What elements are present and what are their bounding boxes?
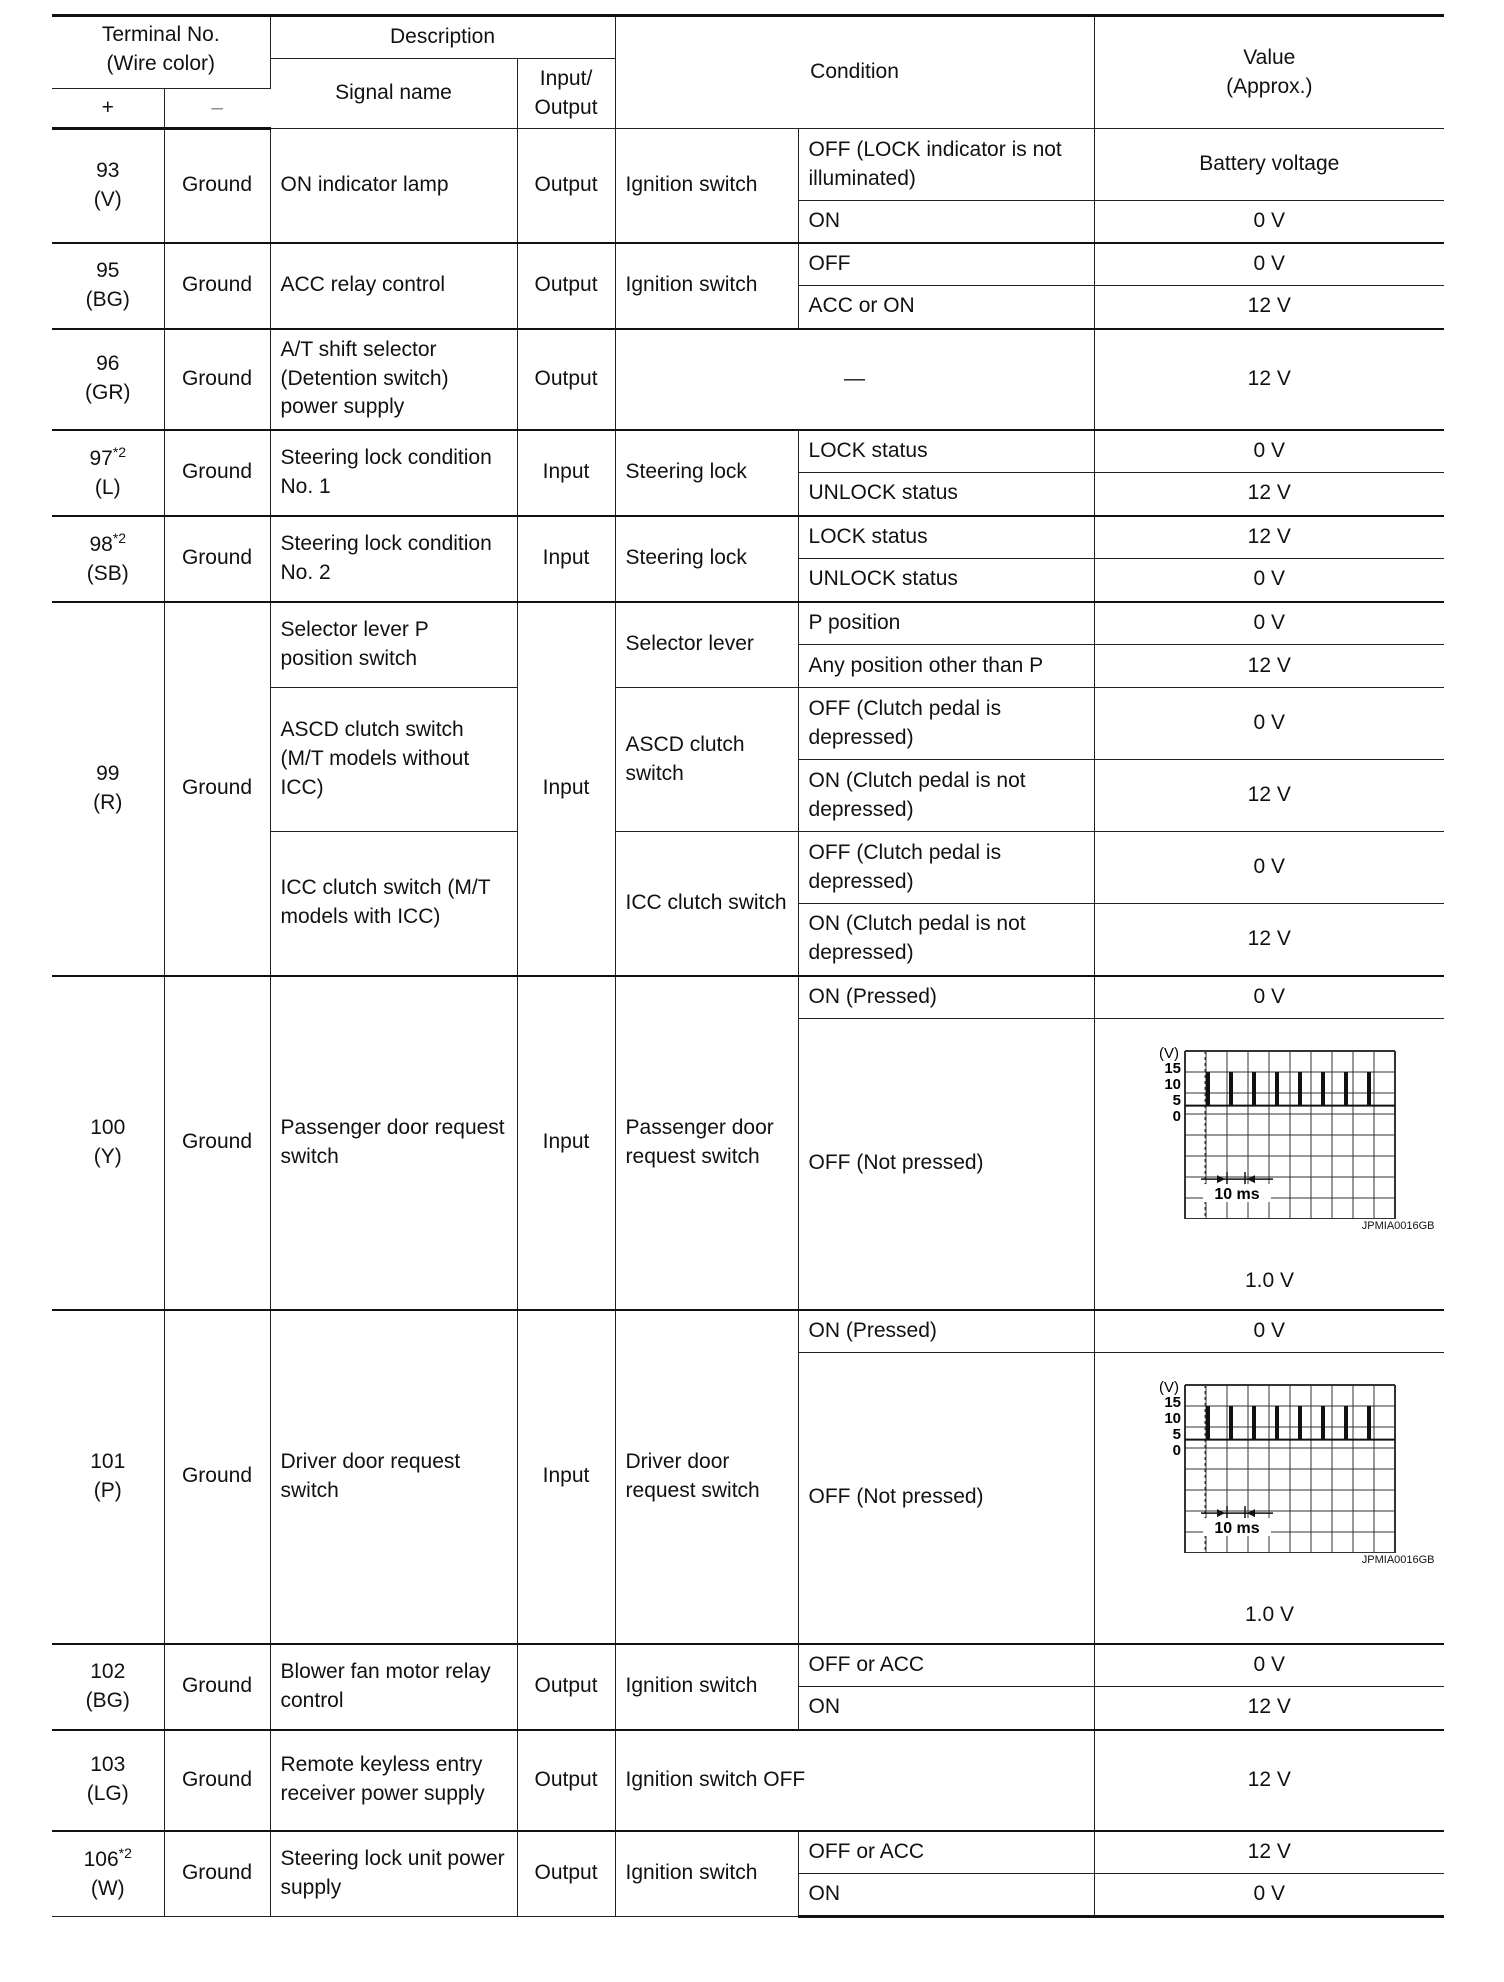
signal-96: A/T shift selector (Detention switch) power supply — [270, 329, 517, 430]
state-99-1-1: ON (Clutch pedal is not depressed) — [798, 760, 1094, 832]
ground-103: Ground — [164, 1730, 270, 1831]
signal-97: Steering lock condition No. 1 — [270, 430, 517, 516]
waveform-time-label: 10 ms — [1213, 1519, 1260, 1537]
header-wire-color: (Wire color) — [106, 51, 215, 75]
waveform-time-label: 10 ms — [1213, 1185, 1260, 1203]
ground-102: Ground — [164, 1644, 270, 1730]
state-99-2-1: ON (Clutch pedal is not depressed) — [798, 904, 1094, 976]
terminal-95: 95 (BG) — [52, 243, 164, 329]
state-99-1-0: OFF (Clutch pedal is depressed) — [798, 688, 1094, 760]
value-95-1: 12 V — [1094, 286, 1444, 329]
header-approx-label: (Approx.) — [1226, 74, 1313, 98]
header-condition: Condition — [615, 16, 1094, 129]
value-102-0: 0 V — [1094, 1644, 1444, 1687]
value-95-0: 0 V — [1094, 243, 1444, 286]
condition-98: Steering lock — [615, 516, 798, 602]
value-93-0: Battery voltage — [1094, 129, 1444, 201]
io-93: Output — [517, 129, 615, 243]
condition-95: Ignition switch — [615, 243, 798, 329]
terminal-103: 103 (LG) — [52, 1730, 164, 1831]
signal-99-0: Selector lever P position switch — [270, 602, 517, 688]
terminal-table — [52, 14, 1444, 1918]
waveform-unit-label: (V) — [1158, 1044, 1179, 1062]
state-98-0: LOCK status — [798, 516, 1094, 559]
signal-102: Blower fan motor relay control — [270, 1644, 517, 1730]
state-102-1: ON — [798, 1687, 1094, 1730]
signal-99-1: ASCD clutch switch (M/T models without ICC) — [270, 688, 517, 832]
io-103: Output — [517, 1730, 615, 1831]
waveform-code-100: JPMIA0016GB — [1361, 1219, 1435, 1232]
value-106-0: 12 V — [1094, 1831, 1444, 1874]
ground-97: Ground — [164, 430, 270, 516]
signal-100: Passenger door request switch — [270, 976, 517, 1310]
state-95-0: OFF — [798, 243, 1094, 286]
ground-101: Ground — [164, 1310, 270, 1644]
ground-93: Ground — [164, 129, 270, 243]
value-99-2-0: 0 V — [1094, 832, 1444, 904]
waveform-arrowhead — [1217, 1175, 1225, 1183]
value-97-1: 12 V — [1094, 473, 1444, 516]
condition-99-1: ASCD clutch switch — [615, 688, 798, 832]
waveform-tick-label: 5 — [1172, 1425, 1181, 1443]
header-signal-name: Signal name — [270, 59, 517, 129]
state-101-0: ON (Pressed) — [798, 1310, 1094, 1353]
terminal-99: 99 (R) — [52, 602, 164, 976]
waveform-unit-label: (V) — [1158, 1378, 1179, 1396]
state-102-0: OFF or ACC — [798, 1644, 1094, 1687]
state-95-1: ACC or ON — [798, 286, 1094, 329]
value-106-1: 0 V — [1094, 1874, 1444, 1917]
waveform-cell-100 — [1094, 1019, 1444, 1310]
header-minus: – — [164, 89, 270, 129]
signal-103: Remote keyless entry receiver power supply — [270, 1730, 517, 1831]
header-value-label: Value — [1243, 45, 1296, 69]
state-99-0-1: Any position other than P — [798, 645, 1094, 688]
io-101: Input — [517, 1310, 615, 1644]
io-99: Input — [517, 602, 615, 976]
header-description: Description — [270, 16, 615, 59]
io-95: Output — [517, 243, 615, 329]
condition-103: Ignition switch OFF — [615, 1730, 1094, 1831]
io-96: Output — [517, 329, 615, 430]
condition-106: Ignition switch — [615, 1831, 798, 1917]
signal-95: ACC relay control — [270, 243, 517, 329]
condition-101: Driver door request switch — [615, 1310, 798, 1644]
value-93-1: 0 V — [1094, 201, 1444, 243]
terminal-97: 97$^{*2}$ (L) — [52, 430, 164, 516]
waveform-tick-label: 10 — [1163, 1075, 1181, 1093]
state-93-1: ON — [798, 201, 1094, 243]
waveform-arrowhead — [1217, 1509, 1225, 1517]
state-106-1: ON — [798, 1874, 1094, 1917]
waveform-tick-label: 0 — [1172, 1107, 1181, 1125]
value-99-1-0: 0 V — [1094, 688, 1444, 760]
terminal-100: 100 (Y) — [52, 976, 164, 1310]
ground-96: Ground — [164, 329, 270, 430]
value-103: 12 V — [1094, 1730, 1444, 1831]
signal-106: Steering lock unit power supply — [270, 1831, 517, 1917]
signal-101: Driver door request switch — [270, 1310, 517, 1644]
signal-99-2: ICC clutch switch (M/T models with ICC) — [270, 832, 517, 976]
header-terminal — [52, 16, 270, 89]
condition-93: Ignition switch — [615, 129, 798, 243]
condition-97: Steering lock — [615, 430, 798, 516]
waveform-tick-label: 0 — [1172, 1441, 1181, 1459]
waveform-code-101: JPMIA0016GB — [1361, 1553, 1435, 1566]
value-99-2-1: 12 V — [1094, 904, 1444, 976]
waveform-tick-label: 10 — [1163, 1409, 1181, 1427]
ground-100: Ground — [164, 976, 270, 1310]
ground-99: Ground — [164, 602, 270, 976]
terminal-93: 93 (V) — [52, 129, 164, 243]
state-99-2-0: OFF (Clutch pedal is depressed) — [798, 832, 1094, 904]
value-100-1: 1.0 V — [1245, 1268, 1295, 1292]
condition-99-2: ICC clutch switch — [615, 832, 798, 976]
value-97-0: 0 V — [1094, 430, 1444, 473]
state-101-1: OFF (Not pressed) — [798, 1353, 1094, 1644]
header-io-line2: Output — [534, 95, 598, 119]
state-93-0: OFF (LOCK indicator is not illuminated) — [798, 129, 1094, 201]
header-value — [1094, 16, 1444, 129]
io-102: Output — [517, 1644, 615, 1730]
state-100-0: ON (Pressed) — [798, 976, 1094, 1019]
value-100-0: 0 V — [1094, 976, 1444, 1019]
terminal-106: 106$^{*2}$ (W) — [52, 1831, 164, 1917]
value-99-0-1: 12 V — [1094, 645, 1444, 688]
value-96: 12 V — [1094, 329, 1444, 430]
terminal-98: 98$^{*2}$ (SB) — [52, 516, 164, 602]
header-terminal-no: Terminal No. — [101, 23, 220, 46]
state-98-1: UNLOCK status — [798, 559, 1094, 602]
ground-106: Ground — [164, 1831, 270, 1917]
value-101-1: 1.0 V — [1245, 1602, 1295, 1626]
state-97-0: LOCK status — [798, 430, 1094, 473]
terminal-102: 102 (BG) — [52, 1644, 164, 1730]
io-98: Input — [517, 516, 615, 602]
io-97: Input — [517, 430, 615, 516]
condition-99-0: Selector lever — [615, 602, 798, 688]
header-io-line1: Input/ — [539, 66, 593, 90]
value-101-0: 0 V — [1094, 1310, 1444, 1353]
ground-95: Ground — [164, 243, 270, 329]
waveform-chart-101 — [1105, 1363, 1435, 1553]
state-100-1: OFF (Not pressed) — [798, 1019, 1094, 1310]
waveform-chart-100 — [1105, 1029, 1435, 1219]
state-106-0: OFF or ACC — [798, 1831, 1094, 1874]
condition-96: — — [615, 329, 1094, 430]
io-100: Input — [517, 976, 615, 1310]
condition-102: Ignition switch — [615, 1644, 798, 1730]
signal-93: ON indicator lamp — [270, 129, 517, 243]
waveform-cell-101 — [1094, 1353, 1444, 1644]
header-plus: + — [52, 89, 164, 129]
condition-100: Passenger door request switch — [615, 976, 798, 1310]
value-99-0-0: 0 V — [1094, 602, 1444, 645]
state-99-0-0: P position — [798, 602, 1094, 645]
header-io — [517, 59, 615, 129]
value-98-1: 0 V — [1094, 559, 1444, 602]
signal-98: Steering lock condition No. 2 — [270, 516, 517, 602]
value-99-1-1: 12 V — [1094, 760, 1444, 832]
terminal-96: 96 (GR) — [52, 329, 164, 430]
terminal-101: 101 (P) — [52, 1310, 164, 1644]
value-98-0: 12 V — [1094, 516, 1444, 559]
io-106: Output — [517, 1831, 615, 1917]
state-97-1: UNLOCK status — [798, 473, 1094, 516]
waveform-tick-label: 5 — [1172, 1091, 1181, 1109]
value-102-1: 12 V — [1094, 1687, 1444, 1730]
waveform-tick-label: 15 — [1163, 1393, 1181, 1411]
waveform-tick-label: 15 — [1163, 1059, 1181, 1077]
ground-98: Ground — [164, 516, 270, 602]
